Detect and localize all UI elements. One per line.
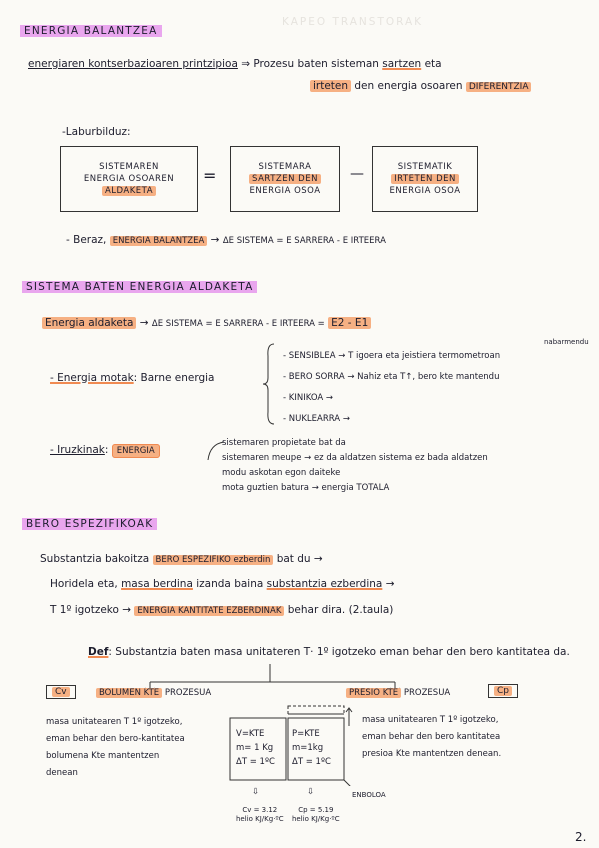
bero-line-2: Horidela eta, masa berdina izanda baina substantzia ezberdina →: [50, 578, 395, 590]
cv-process-title: BOLUMEN KTE PROZESUA: [96, 688, 211, 698]
cylinder-left-labels: V=KTE m= 1 Kg ΔT = 1ºC: [236, 729, 275, 767]
cp-process-title: PRESIO KTE PROZESUA: [346, 688, 450, 698]
iruzkinak-list: sistemaren propietate bat da sistemaren meupe → ez da aldatzen sistema ez bada aldatzen modu askotan egon daiteke mota guztien batura → energia TOTALA: [222, 438, 488, 493]
minus-sign: —: [350, 166, 364, 182]
margin-note: nabarmendu: [544, 338, 589, 346]
cv-label-box: Cv: [46, 685, 76, 699]
equals-sign: =: [203, 166, 217, 185]
list-item: - SENSIBLEA → T igoera eta jeistiera termometroan: [283, 351, 501, 361]
down-arrow-icon: ⇩: [252, 787, 260, 797]
ghost-text: KAPEO TRANSTORAK: [282, 16, 424, 28]
iruzkinak-line: - Iruzkinak: ENERGIA: [50, 444, 160, 456]
cv-description: masa unitatearen T 1º igotzeko, eman behar den bero-kantitatea bolumena Kte mantentzen denean: [46, 717, 185, 778]
page-number: 2.: [575, 830, 587, 844]
cylinder-right-labels: P=KTE m=1kg ΔT = 1ºC: [292, 729, 331, 767]
cp-label-box: Cp: [488, 684, 518, 698]
bero-line-1: Substantzia bakoitza BERO ESPEZIFIKO ezberdin bat du →: [40, 553, 323, 565]
enboloa-label: ENBOLOA: [352, 791, 386, 799]
bero-line-3: T 1º igotzeko → ENERGIA KANTITATE EZBERDINAK behar dira. (2.taula): [50, 604, 394, 616]
box-sistematik-irteten: SISTEMATIK IRTETEN DEN ENERGIA OSOA: [372, 146, 478, 212]
cp-description: masa unitatearen T 1º igotzeko, eman behar den bero kantitatea presioa Kte mantentzen denean.: [362, 715, 502, 759]
definition-line: Def: Substantzia baten masa unitateren T· 1º igotzeko eman behar den bero kantitatea da.: [88, 646, 570, 658]
list-item: - BERO SORRA → Nahiz eta T↑, bero kte mantendu: [283, 372, 500, 382]
energia-motak-line: - Energia motak: Barne energia: [50, 372, 215, 384]
beraz-line: - Beraz, ENERGIA BALANTZEA → ΔE SISTEMA = E SARRERA - E IRTEERA: [66, 234, 386, 246]
brace-icon: [262, 342, 276, 426]
list-item: - KINIKOA →: [283, 393, 334, 403]
energy-types-list: [283, 346, 500, 430]
arrow-icon: →: [210, 234, 220, 246]
energia-aldaketa-line: Energia aldaketa → ΔE SISTEMA = E SARRERA - E IRTEERA = E2 - E1: [42, 317, 371, 329]
section-title-energia-balantzea: ENERGIA BALANTZEA: [20, 25, 162, 37]
list-item: - NUKLEARRA →: [283, 414, 350, 424]
arrow-icon: →: [139, 317, 149, 329]
principle-line-1: energiaren kontserbazioaren printzipioa ⇒ Prozesu baten sisteman sartzen eta: [28, 58, 442, 70]
box-sistemaren-energia-aldaketa: SISTEMAREN ENERGIA OSOAREN ALDAKETA: [60, 146, 198, 212]
section-title-bero-espezifikoak: BERO ESPEZIFIKOAK: [22, 518, 157, 530]
box-sistemara-sartzen: SISTEMARA SARTZEN DEN ENERGIA OSOA: [230, 146, 340, 212]
double-arrow-icon: ⇒: [241, 58, 251, 70]
cp-value: Cp = 5.19 helio KJ/Kg·ºC: [292, 806, 340, 823]
cv-value: Cv = 3.12 helio KJ/Kg·ºC: [236, 806, 284, 823]
down-arrow-icon: ⇩: [307, 787, 315, 797]
section-title-sistema-aldaketa: SISTEMA BATEN ENERGIA ALDAKETA: [22, 281, 257, 293]
summary-label: -Laburbilduz:: [62, 126, 131, 138]
principle-line-2: irteten den energia osoaren DIFERENTZIA: [310, 80, 531, 92]
